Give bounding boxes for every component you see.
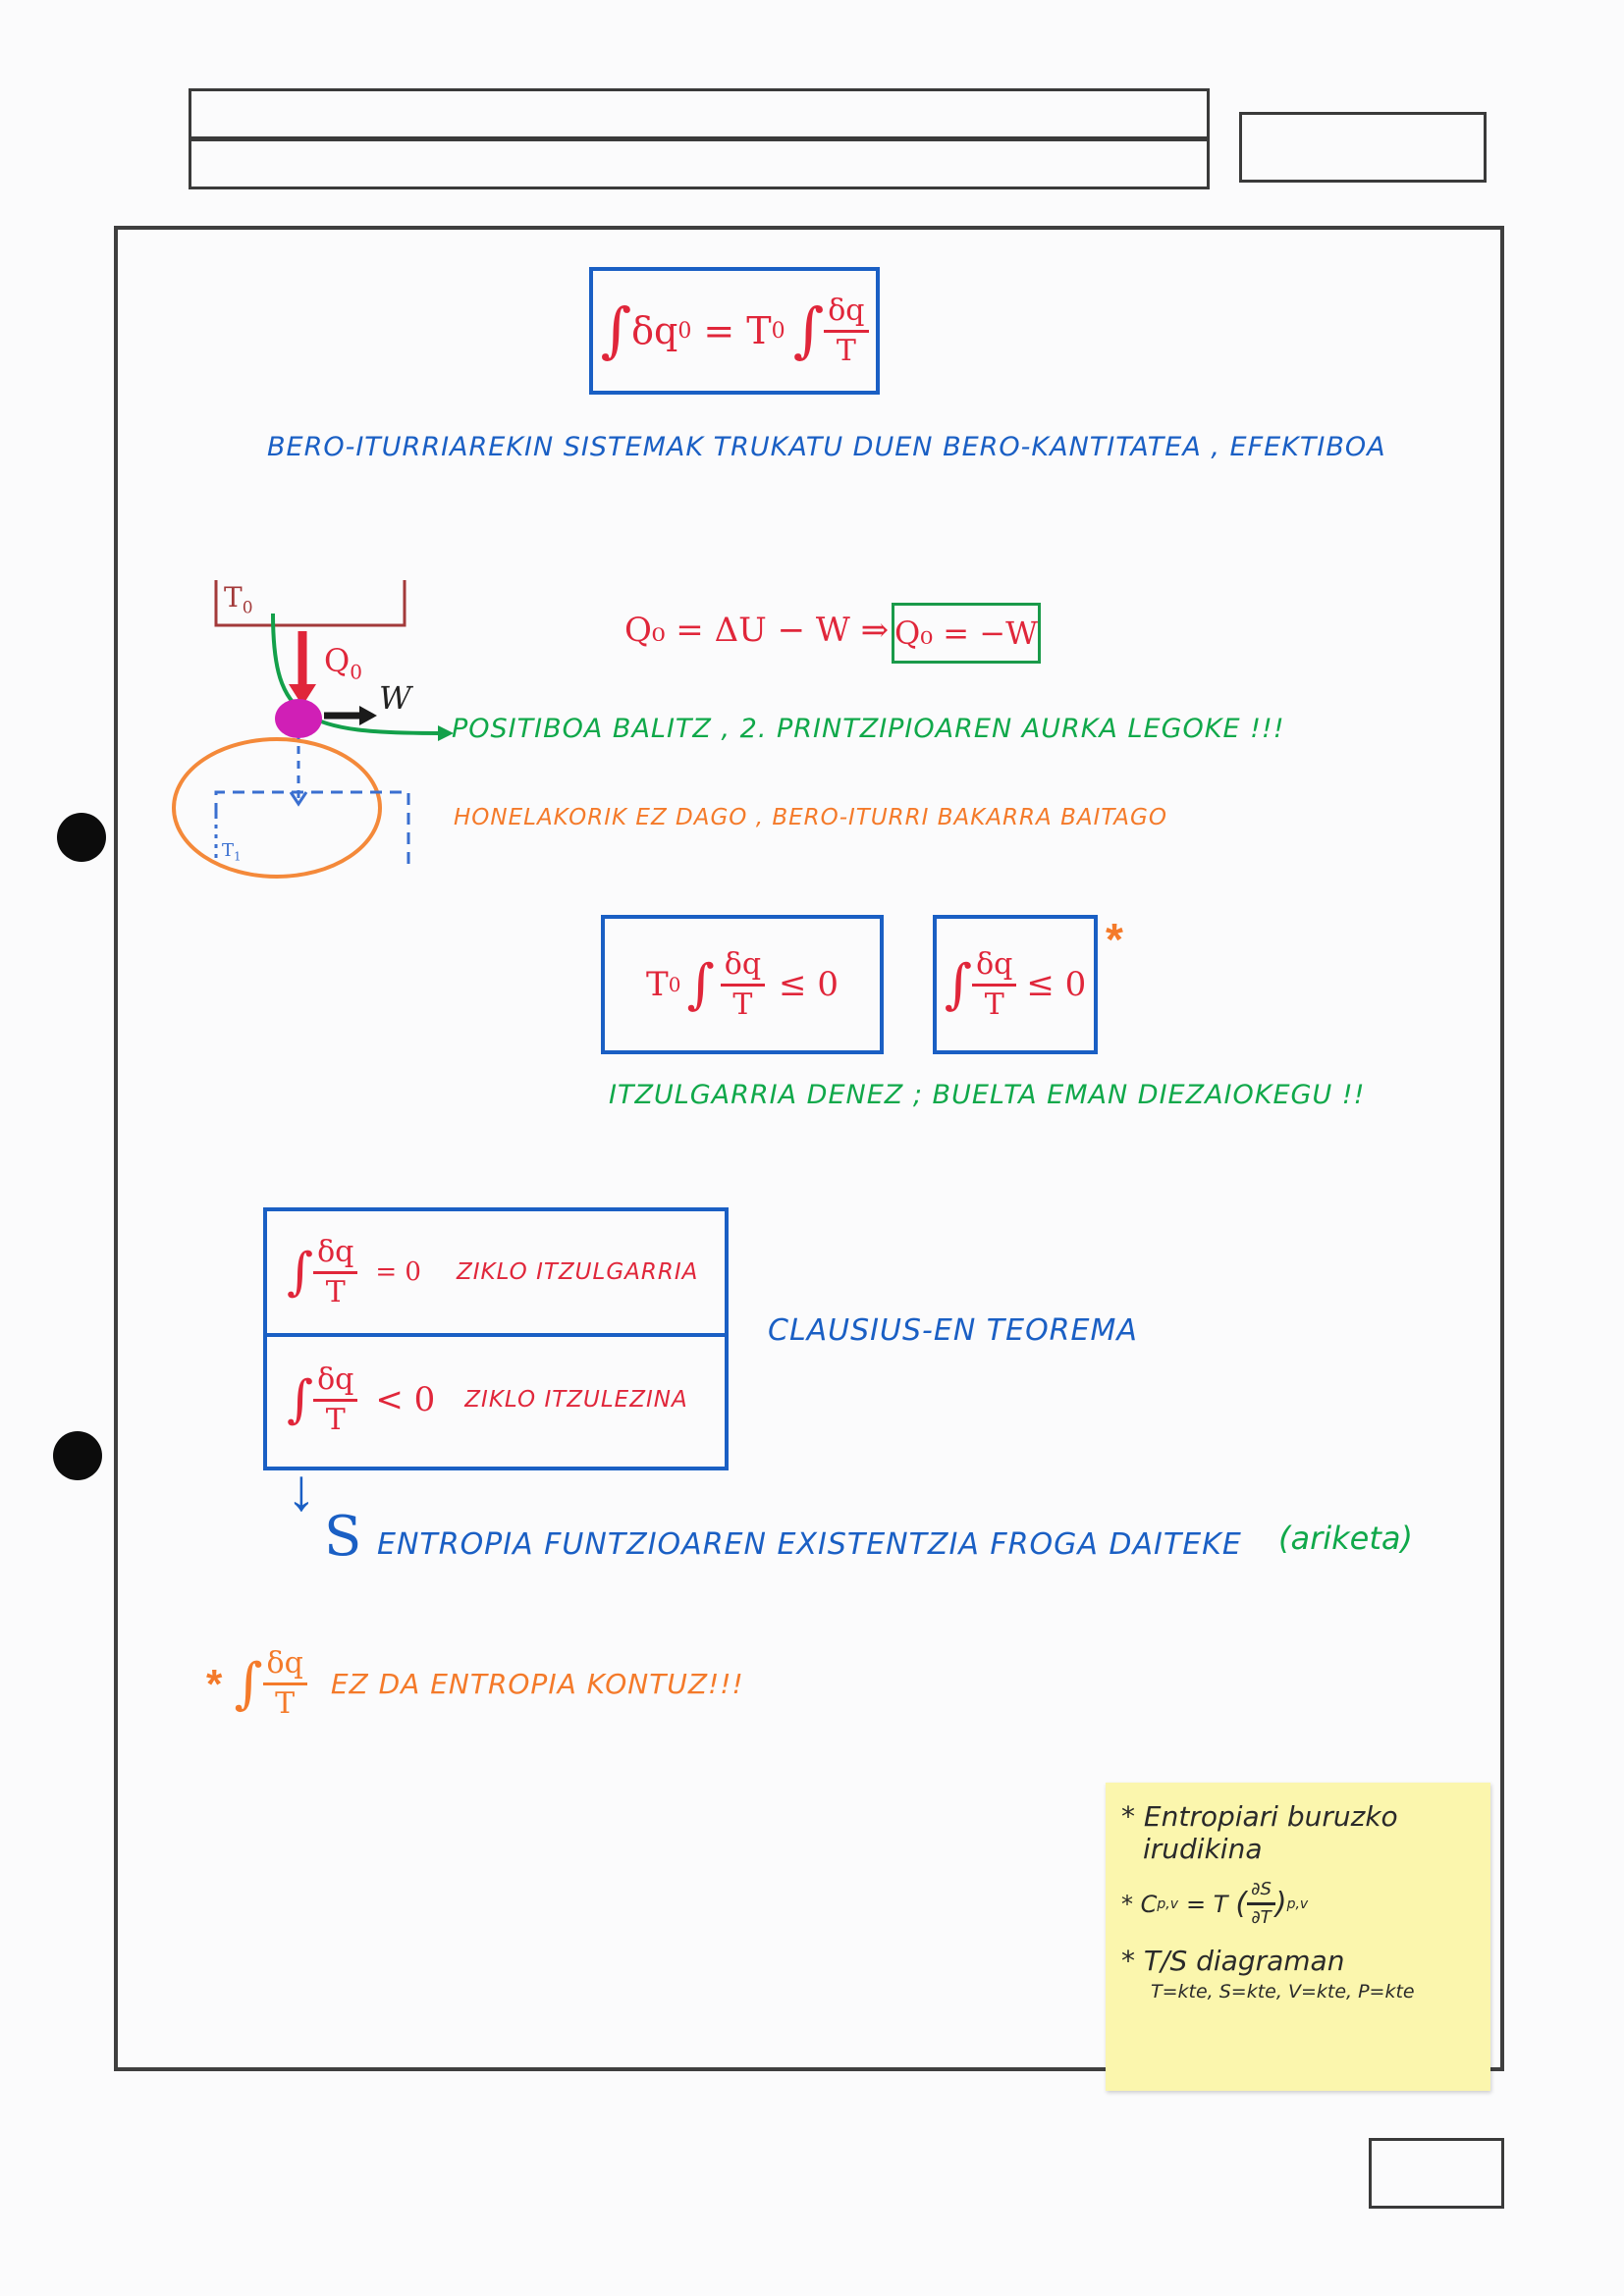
inequality-t0-sub: 0 <box>668 973 681 996</box>
inequality-right-fraction <box>972 946 1016 1022</box>
clausius-relation-2: < 0 <box>375 1380 436 1419</box>
clausius-theorem-title: CLAUSIUS-EN TEOREMA <box>768 1313 1138 1348</box>
clausius-fraction-1 <box>313 1234 357 1309</box>
heat-q-sub: 0 <box>350 660 362 684</box>
fraction-denominator: T <box>275 1686 296 1721</box>
formula-heat-box <box>589 267 880 395</box>
formula-equals: = <box>703 309 735 352</box>
sticky-line-4: * T/S diagraman <box>1121 1945 1345 1977</box>
sticky-cpv-sub: p,v <box>1157 1896 1179 1912</box>
fraction-numerator: δq <box>972 950 1016 987</box>
clausius-row-reversible <box>267 1211 725 1337</box>
fraction-numerator: δq <box>824 296 868 333</box>
fraction-denominator: T <box>325 1402 346 1437</box>
sticky-line-3: * C p,v = T ( $\frac{\partial S}{\partial T}$ ) p,v <box>1121 1879 1309 1928</box>
warning-text: EZ DA ENTROPIA KONTUZ!!! <box>330 1668 744 1700</box>
fraction-denominator: T <box>325 1274 346 1309</box>
sticky-partial-sub: p,v <box>1286 1896 1309 1912</box>
heat-flow-label <box>324 642 362 683</box>
warning-asterisk: * <box>206 1660 223 1707</box>
down-arrow: ↓ <box>287 1457 316 1522</box>
note-positive-violation: POSITIBOA BALITZ , 2. PRINTZIPIOAREN AURKA LEGOKE !!! <box>452 714 1285 744</box>
clausius-row-irreversible <box>267 1337 725 1463</box>
integral-sign: ∫ <box>686 952 715 1015</box>
fraction-denominator: T <box>984 987 1004 1022</box>
clausius-label-1: ZIKLO ITZULGARRIA <box>456 1259 699 1285</box>
system-t-sub: 1 <box>234 849 242 864</box>
system-t-letter: T <box>222 840 235 861</box>
sticky-cpv-lhs: * C <box>1121 1890 1158 1918</box>
header-field-top <box>189 88 1210 141</box>
sticky-partial-fraction <box>1247 1881 1275 1927</box>
header-field-bottom <box>189 136 1210 189</box>
warning-fraction <box>263 1646 307 1721</box>
formula-t0-sub: 0 <box>771 318 785 344</box>
fraction-numerator: δq <box>721 950 765 987</box>
sticky-cpv-eq: = T <box>1186 1890 1228 1918</box>
inequality-t0: T <box>646 965 669 1004</box>
sticky-line-2: irudikina <box>1143 1833 1263 1865</box>
reservoir-t-sub: 0 <box>242 598 253 618</box>
clausius-box <box>263 1207 729 1470</box>
caption-heat-quantity: BERO-ITURRIAREKIN SISTEMAK TRUKATU DUEN BERO-KANTITATEA , EFEKTIBOA <box>267 432 1386 462</box>
warning-line <box>206 1646 744 1721</box>
inequality-right-relation: ≤ 0 <box>1026 965 1087 1004</box>
page-number-box <box>1369 2138 1504 2209</box>
asterisk-marker: * <box>1106 914 1123 965</box>
integral-sign: ∫ <box>600 295 632 365</box>
reservoir-t-letter: T <box>224 581 243 614</box>
clausius-fraction-2 <box>313 1362 357 1437</box>
punch-hole-bottom <box>53 1431 102 1480</box>
first-law-equation: Q₀ = ΔU − W ⇒ <box>624 611 890 650</box>
formula-t0: T <box>746 309 772 352</box>
clausius-label-2: ZIKLO ITZULEZINA <box>464 1387 688 1413</box>
integral-sign: ∫ <box>287 1243 314 1302</box>
integral-sign: ∫ <box>287 1370 314 1429</box>
exercise-aside: (ariketa) <box>1278 1520 1413 1557</box>
entropy-existence-text: ENTROPIA FUNTZIOAREN EXISTENTZIA FROGA DAITEKE <box>377 1527 1242 1562</box>
integral-sign: ∫ <box>792 295 825 365</box>
fraction-denominator: ∂T <box>1251 1907 1272 1928</box>
fraction-denominator: T <box>732 987 753 1022</box>
sticky-line-5: T=kte, S=kte, V=kte, P=kte <box>1151 1981 1415 2002</box>
sticky-line-1: * Entropiari buruzko <box>1121 1800 1398 1833</box>
first-law-result-box: Q₀ = −W <box>892 603 1041 664</box>
fraction-numerator: ∂S <box>1247 1881 1275 1905</box>
inequality-left-fraction <box>721 946 765 1022</box>
system-temperature-label <box>222 840 242 864</box>
entropy-symbol: S <box>324 1505 362 1569</box>
formula-rhs-fraction <box>824 293 868 368</box>
sticky-note <box>1106 1783 1490 2091</box>
fraction-numerator: δq <box>313 1365 357 1402</box>
reservoir-temperature-label <box>224 581 253 618</box>
inequality-right-box <box>933 915 1098 1054</box>
integral-sign: ∫ <box>944 952 973 1015</box>
note-reversible: ITZULGARRIA DENEZ ; BUELTA EMAN DIEZAIOKEGU !! <box>609 1080 1366 1110</box>
work-label: W <box>379 679 411 717</box>
inequality-left-box <box>601 915 884 1054</box>
inequality-left-relation: ≤ 0 <box>779 965 839 1004</box>
formula-lhs-var: δq <box>631 309 678 352</box>
note-no-such-engine: HONELAKORIK EZ DAGO , BERO-ITURRI BAKARRA BAITAGO <box>454 805 1167 830</box>
fraction-numerator: δq <box>313 1238 357 1274</box>
punch-hole-top <box>57 813 106 862</box>
formula-lhs-sub: 0 <box>677 318 692 344</box>
heat-engine-diagram <box>167 574 461 888</box>
header-grade-box <box>1239 112 1487 183</box>
fraction-denominator: T <box>836 333 856 368</box>
heat-q-letter: Q <box>324 642 351 679</box>
integral-sign: ∫ <box>234 1651 263 1716</box>
fraction-numerator: δq <box>263 1649 307 1685</box>
clausius-relation-1: = 0 <box>375 1257 421 1287</box>
